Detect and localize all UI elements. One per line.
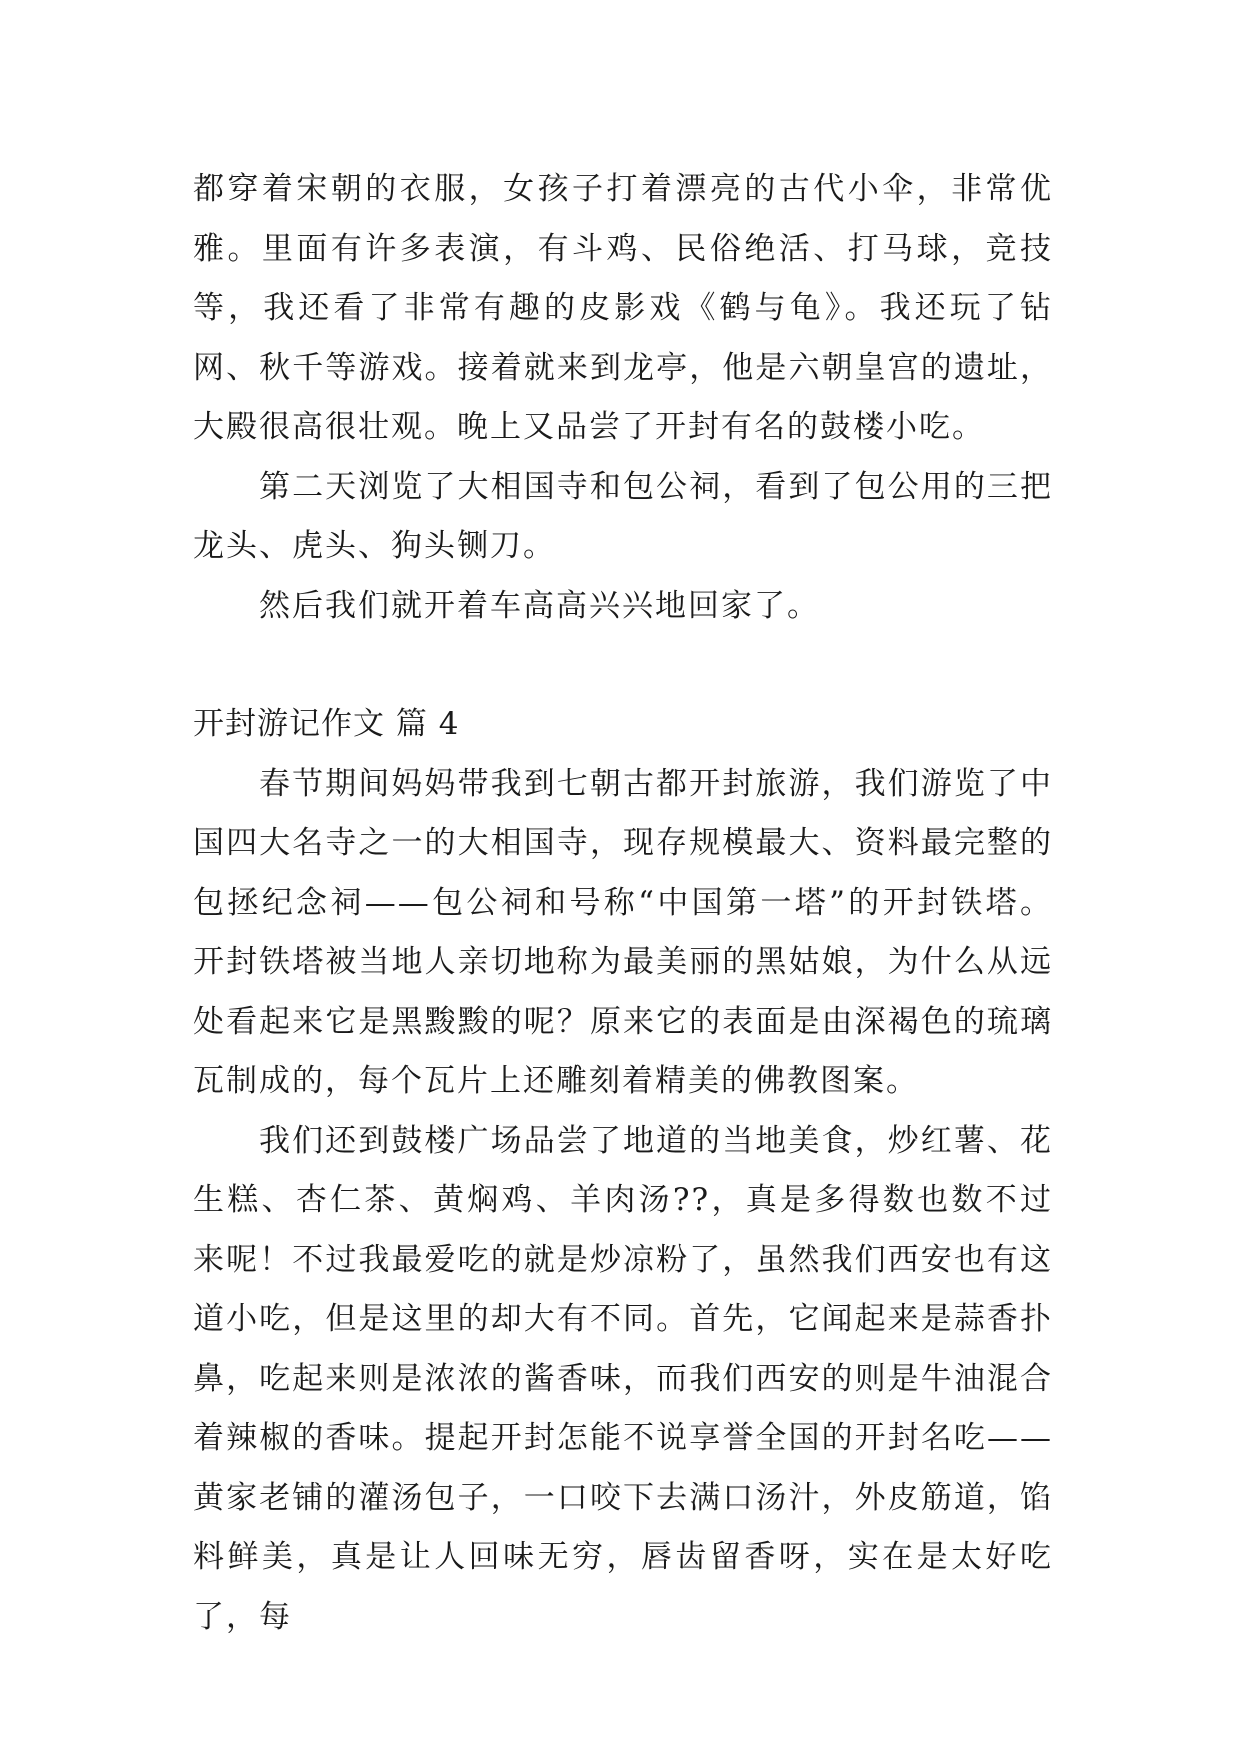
paragraph-second-day: 第二天浏览了大相国寺和包公祠，看到了包公用的三把龙头、虎头、狗头铡刀。 [193,468,1053,564]
paragraph-spring-festival: 春节期间妈妈带我到七朝古都开封旅游，我们游览了中国四大名寺之一的大相国寺，现存规模最大、资料最完整的包拯纪念祠——包公祠和号称“中国第一塔”的开封铁塔。开封铁塔被当地人亲切地称为最美丽的黑姑娘，为什么从远处看起来它是黑黢黢的呢？原来它的表面是由深褐色的琉璃瓦制成的，每个瓦片上还雕刻着精美的佛教图案。 [193,765,1053,1099]
paragraph-local-food: 我们还到鼓楼广场品尝了地道的当地美食，炒红薯、花生糕、杏仁茶、黄焖鸡、羊肉汤??，真是多得数也数不过来呢！不过我最爱吃的就是炒凉粉了，虽然我们西安也有这道小吃，但是这里的却大有不同。首先，它闻起来是蒜香扑鼻，吃起来则是浓浓的酱香味，而我们西安的则是牛油混合着辣椒的香味。提起开封怎能不说享誉全国的开封名吃——黄家老铺的灌汤包子，一口咬下去满口汤汁，外皮筋道，馅料鲜美，真是让人回味无穷，唇齿留香呀，实在是太好吃了，每 [193,1122,1053,1635]
section-title: 开封游记作文 篇 4 [193,706,460,742]
document-body [193,160,1053,1647]
paragraph-return-home: 然后我们就开着车高高兴兴地回家了。 [259,587,820,624]
paragraph-continuation: 都穿着宋朝的衣服，女孩子打着漂亮的古代小伞，非常优雅。里面有许多表演，有斗鸡、民俗绝活、打马球，竞技等，我还看了非常有趣的皮影戏《鹤与龟》。我还玩了钻网、秋千等游戏。接着就来到龙亭，他是六朝皇宫的遗址，大殿很高很壮观。晚上又品尝了开封有名的鼓楼小吃。 [193,171,1053,445]
